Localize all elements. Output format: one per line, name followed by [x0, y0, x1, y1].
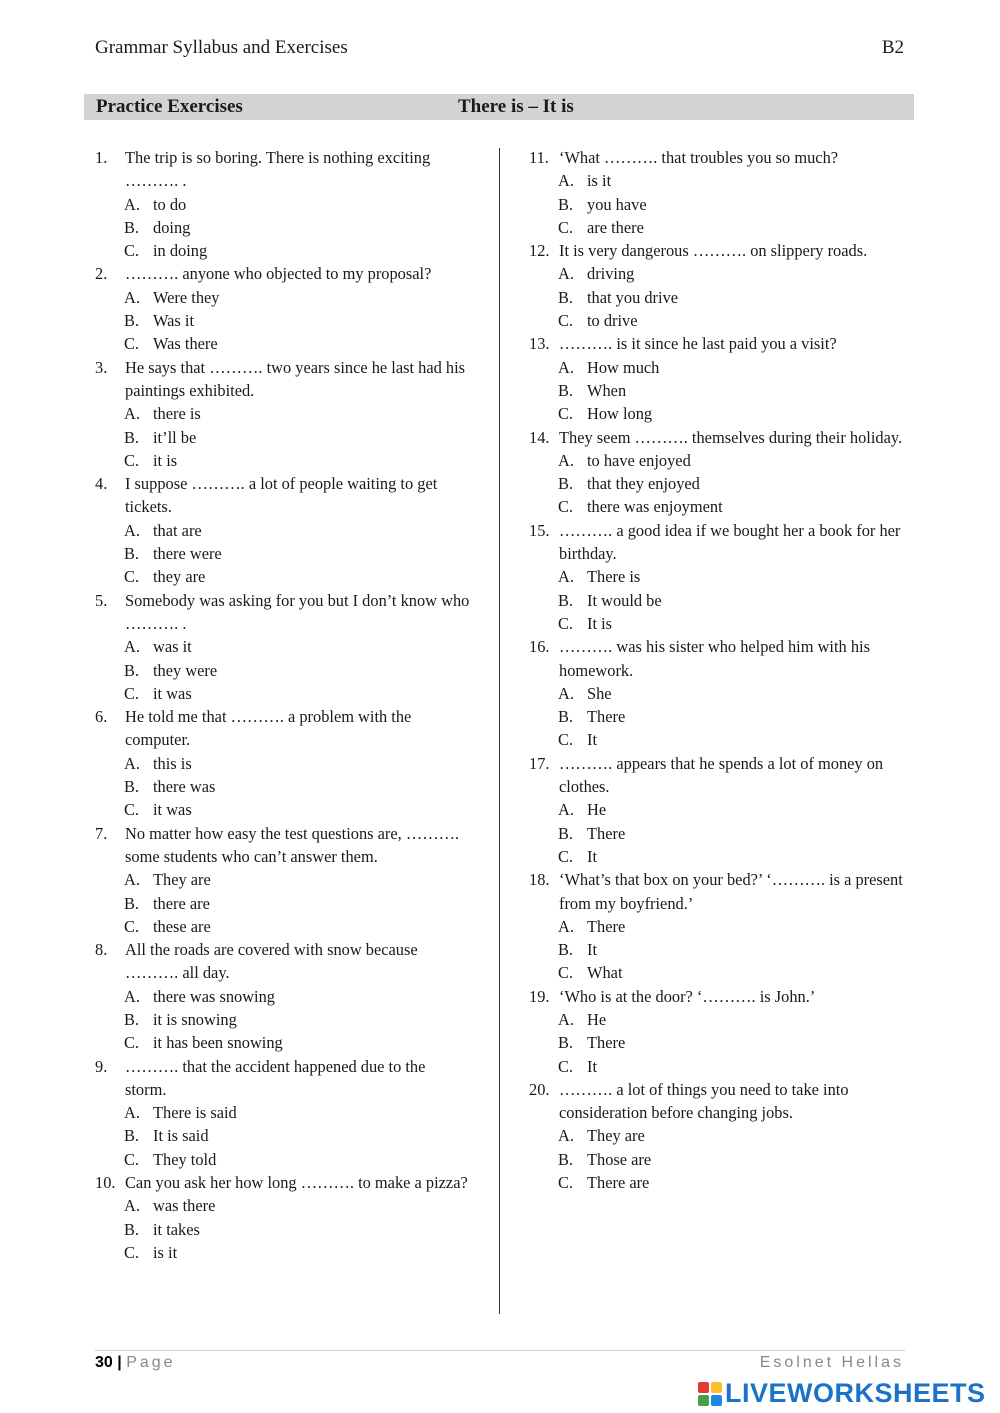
answer-option[interactable] — [529, 402, 909, 425]
option-letter: B. — [558, 474, 574, 494]
answer-option[interactable] — [529, 845, 909, 868]
option-text: There — [587, 707, 626, 727]
option-letter: B. — [124, 311, 140, 331]
option-text: He — [587, 1009, 607, 1029]
question-number: 20. — [529, 1079, 550, 1099]
question-number: 15. — [529, 520, 550, 540]
option-text: There is said — [153, 1103, 237, 1123]
option-text: He — [587, 800, 607, 820]
option-letter: B. — [124, 1126, 140, 1146]
option-text: they were — [153, 660, 218, 680]
page-word: Page — [126, 1354, 176, 1371]
answer-option[interactable] — [95, 519, 470, 542]
option-letter: C. — [124, 1033, 140, 1053]
question-stem: It is very dangerous ………. on slippery roads. — [559, 241, 868, 261]
answer-option[interactable] — [529, 1008, 909, 1031]
option-text: that you drive — [587, 287, 679, 307]
option-text: What — [587, 963, 623, 983]
option-text: to drive — [587, 311, 638, 331]
section-title-bar — [84, 94, 914, 120]
option-letter: B. — [558, 194, 574, 214]
option-text: Was it — [153, 311, 195, 331]
logo-square — [698, 1395, 709, 1406]
answer-option[interactable] — [95, 426, 470, 449]
option-text: They are — [153, 870, 211, 890]
option-letter: C. — [558, 730, 574, 750]
option-text: it takes — [153, 1219, 200, 1239]
level-label: B2 — [881, 37, 904, 58]
option-letter: C. — [124, 800, 140, 820]
option-letter: A. — [558, 357, 574, 377]
option-text: are there — [587, 217, 644, 237]
option-text: there are — [153, 893, 210, 913]
question-stem: ………. that the accident happened due to the storm. — [125, 1056, 426, 1099]
question-number: 2. — [95, 264, 108, 284]
answer-option[interactable] — [95, 1241, 470, 1264]
option-text: they are — [153, 567, 206, 587]
option-letter: A. — [124, 753, 140, 773]
answer-option[interactable] — [529, 1055, 909, 1078]
question-item — [529, 146, 909, 239]
option-letter: B. — [558, 380, 574, 400]
answer-option[interactable] — [95, 332, 470, 355]
option-letter: B. — [124, 660, 140, 680]
option-text: It — [587, 846, 598, 866]
footer-rule — [95, 1350, 905, 1351]
questions-column-right — [529, 146, 909, 1194]
answer-option[interactable] — [529, 1124, 909, 1147]
page-footer — [95, 1354, 904, 1372]
option-text: in doing — [153, 241, 208, 261]
question-stem: ………. is it since he last paid you a visit? — [559, 334, 837, 354]
answer-option[interactable] — [529, 1171, 909, 1194]
question-number: 14. — [529, 427, 550, 447]
liveworksheets-logo-icon — [698, 1382, 722, 1406]
option-letter: C. — [558, 613, 574, 633]
question-item — [95, 472, 470, 588]
option-letter: C. — [124, 1149, 140, 1169]
answer-option[interactable] — [95, 1194, 470, 1217]
question-item — [95, 822, 470, 938]
option-text: There — [587, 1033, 626, 1053]
section-title: Practice Exercises — [96, 96, 243, 117]
option-text: there was snowing — [153, 986, 275, 1006]
question-item — [529, 868, 909, 984]
option-letter: B. — [558, 1149, 574, 1169]
question-item — [95, 356, 470, 472]
option-letter: A. — [558, 1126, 574, 1146]
option-text: it is — [153, 450, 178, 470]
question-stem: ………. a lot of things you need to take into consideration before changing jobs. — [559, 1079, 849, 1123]
option-letter: B. — [558, 707, 574, 727]
question-number: 19. — [529, 986, 550, 1006]
option-letter: B. — [124, 427, 140, 447]
option-letter: B. — [124, 544, 140, 564]
question-item — [529, 426, 909, 519]
answer-option[interactable] — [529, 798, 909, 821]
answer-option[interactable] — [95, 1148, 470, 1171]
option-text: Those are — [587, 1149, 652, 1169]
question-stem: No matter how easy the test questions are, ………. some students who can’t answer them. — [125, 823, 460, 866]
option-text: Was there — [153, 334, 218, 354]
answer-option[interactable] — [529, 589, 909, 612]
running-header — [95, 37, 904, 59]
option-text: It — [587, 1056, 598, 1076]
question-item — [95, 1171, 470, 1264]
option-letter: A. — [558, 683, 574, 703]
question-item — [95, 938, 470, 1054]
option-letter: C. — [558, 404, 574, 424]
option-text: It is said — [153, 1126, 209, 1146]
answer-option[interactable] — [529, 822, 909, 845]
option-letter: B. — [124, 1219, 140, 1239]
option-text: There are — [587, 1173, 650, 1193]
option-letter: A. — [558, 800, 574, 820]
answer-option[interactable] — [95, 286, 470, 309]
answer-option[interactable] — [95, 565, 470, 588]
option-letter: B. — [558, 590, 574, 610]
question-stem: ‘What ………. that troubles you so much? — [559, 148, 839, 167]
question-stem: ………. anyone who objected to my proposal? — [125, 264, 432, 284]
answer-option[interactable] — [529, 1031, 909, 1054]
answer-option[interactable] — [95, 1008, 470, 1031]
question-stem: All the roads are covered with snow because ………. all day. — [125, 940, 418, 983]
option-letter: C. — [124, 334, 140, 354]
answer-option[interactable] — [95, 1101, 470, 1124]
answer-option[interactable] — [529, 262, 909, 285]
question-stem: ‘Who is at the door? ‘………. is John.’ — [559, 986, 816, 1006]
question-stem: ………. appears that he spends a lot of money on clothes. — [559, 753, 884, 797]
question-item — [529, 519, 909, 635]
page-number: 30 — [95, 1354, 113, 1371]
answer-option[interactable] — [529, 915, 909, 938]
option-text: you have — [587, 194, 647, 214]
section-topic: There is – It is — [458, 96, 574, 117]
option-text: it was — [153, 800, 192, 820]
option-text: this is — [153, 753, 192, 773]
option-letter: C. — [124, 241, 140, 261]
option-letter: A. — [558, 1009, 574, 1029]
option-text: these are — [153, 916, 211, 936]
answer-option[interactable] — [529, 705, 909, 728]
answer-option[interactable] — [95, 216, 470, 239]
option-text: It — [587, 730, 598, 750]
option-letter: C. — [558, 217, 574, 237]
answer-option[interactable] — [529, 938, 909, 961]
answer-option[interactable] — [529, 169, 909, 192]
option-text: is it — [587, 171, 612, 191]
option-letter: C. — [124, 450, 140, 470]
liveworksheets-watermark — [698, 1378, 986, 1409]
option-letter: A. — [558, 171, 574, 191]
answer-option[interactable] — [95, 309, 470, 332]
answer-option[interactable] — [95, 449, 470, 472]
watermark-text: LIVEWORKSHEETS — [725, 1378, 986, 1408]
answer-option[interactable] — [529, 612, 909, 635]
option-letter: C. — [558, 311, 574, 331]
option-letter: A. — [558, 264, 574, 284]
option-text: How long — [587, 404, 653, 424]
answer-option[interactable] — [529, 1148, 909, 1171]
option-text: They are — [587, 1126, 645, 1146]
option-text: is it — [153, 1242, 178, 1262]
option-text: there was — [153, 777, 216, 797]
option-text: to have enjoyed — [587, 450, 691, 470]
option-text: It is — [587, 613, 613, 633]
option-letter: A. — [124, 194, 140, 214]
option-text: was it — [153, 637, 192, 657]
question-number: 4. — [95, 474, 108, 494]
option-letter: B. — [558, 287, 574, 307]
option-text: there were — [153, 544, 222, 564]
option-letter: C. — [558, 497, 574, 517]
option-letter: B. — [558, 940, 574, 960]
answer-option[interactable] — [529, 961, 909, 984]
option-letter: C. — [558, 963, 574, 983]
answer-option[interactable] — [95, 798, 470, 821]
answer-option[interactable] — [95, 1031, 470, 1054]
option-letter: A. — [124, 870, 140, 890]
option-text: it was — [153, 683, 192, 703]
option-text: to do — [153, 194, 187, 214]
question-item — [529, 635, 909, 751]
answer-option[interactable] — [529, 379, 909, 402]
logo-square — [698, 1382, 709, 1393]
question-number: 17. — [529, 753, 550, 773]
document-title: Grammar Syllabus and Exercises — [95, 37, 348, 58]
answer-option[interactable] — [529, 286, 909, 309]
question-number: 12. — [529, 241, 550, 261]
option-letter: B. — [124, 217, 140, 237]
option-letter: A. — [124, 637, 140, 657]
option-text: that they enjoyed — [587, 474, 700, 494]
option-text: She — [587, 683, 612, 703]
publisher-name: Esolnet Hellas — [759, 1354, 904, 1371]
question-item — [95, 589, 470, 705]
question-number: 11. — [529, 148, 549, 167]
option-text: Were they — [153, 287, 220, 307]
answer-option[interactable] — [529, 495, 909, 518]
option-letter: A. — [558, 450, 574, 470]
question-number: 10. — [95, 1173, 116, 1193]
question-stem: He says that ………. two years since he last had his paintings exhibited. — [125, 357, 466, 400]
answer-option[interactable] — [529, 472, 909, 495]
answer-option[interactable] — [95, 239, 470, 262]
answer-option[interactable] — [529, 565, 909, 588]
option-text: it has been snowing — [153, 1033, 283, 1053]
answer-option[interactable] — [95, 892, 470, 915]
option-text: was there — [153, 1196, 216, 1216]
answer-option[interactable] — [529, 309, 909, 332]
question-number: 16. — [529, 637, 550, 657]
option-letter: C. — [558, 846, 574, 866]
question-number: 18. — [529, 870, 550, 890]
question-item — [95, 705, 470, 821]
answer-option[interactable] — [529, 449, 909, 472]
option-letter: A. — [124, 1196, 140, 1216]
option-text: It would be — [587, 590, 662, 610]
option-letter: A. — [558, 567, 574, 587]
question-item — [529, 752, 909, 868]
question-number: 1. — [95, 148, 108, 167]
question-stem: He told me that ………. a problem with the computer. — [125, 707, 412, 750]
option-letter: B. — [124, 893, 140, 913]
option-text: driving — [587, 264, 635, 284]
option-text: There is — [587, 567, 641, 587]
option-letter: A. — [124, 520, 140, 540]
option-text: They told — [153, 1149, 217, 1169]
option-text: that are — [153, 520, 202, 540]
question-item — [95, 146, 470, 262]
answer-option[interactable] — [95, 542, 470, 565]
question-stem: ‘What’s that box on your bed?’ ‘………. is a present from my boyfriend.’ — [559, 870, 903, 913]
column-divider — [499, 148, 500, 1314]
question-number: 9. — [95, 1056, 108, 1076]
answer-option[interactable] — [95, 752, 470, 775]
answer-option[interactable] — [529, 216, 909, 239]
option-letter: C. — [558, 1173, 574, 1193]
option-letter: B. — [124, 777, 140, 797]
option-text: There — [587, 823, 626, 843]
option-letter: C. — [124, 683, 140, 703]
logo-square — [711, 1395, 722, 1406]
option-letter: C. — [124, 567, 140, 587]
question-item — [529, 1078, 909, 1194]
answer-option[interactable] — [95, 985, 470, 1008]
option-letter: B. — [558, 823, 574, 843]
answer-option[interactable] — [95, 682, 470, 705]
question-stem: ………. a good idea if we bought her a book for her birthday. — [559, 520, 901, 564]
question-number: 6. — [95, 707, 108, 727]
answer-option[interactable] — [95, 915, 470, 938]
option-letter: C. — [124, 916, 140, 936]
option-letter: A. — [558, 916, 574, 936]
page-separator: | — [117, 1354, 122, 1371]
answer-option[interactable] — [529, 193, 909, 216]
option-letter: C. — [558, 1056, 574, 1076]
option-text: it is snowing — [153, 1009, 237, 1029]
question-stem: They seem ………. themselves during their holiday. — [559, 427, 903, 447]
question-stem: ………. was his sister who helped him with his homework. — [559, 637, 870, 680]
option-text: How much — [587, 357, 660, 377]
question-number: 13. — [529, 334, 550, 354]
question-number: 7. — [95, 823, 108, 843]
option-text: there was enjoyment — [587, 497, 723, 517]
option-text: there is — [153, 404, 201, 424]
option-letter: A. — [124, 404, 140, 424]
option-text: There — [587, 916, 626, 936]
question-item — [529, 332, 909, 425]
answer-option[interactable] — [529, 356, 909, 379]
questions-column-left — [95, 146, 470, 1264]
question-number: 5. — [95, 590, 108, 610]
option-letter: A. — [124, 287, 140, 307]
answer-option[interactable] — [95, 659, 470, 682]
option-letter: A. — [124, 986, 140, 1006]
answer-option[interactable] — [529, 728, 909, 751]
question-item — [95, 1055, 470, 1171]
logo-square — [711, 1382, 722, 1393]
option-text: It — [587, 940, 598, 960]
answer-option[interactable] — [95, 193, 470, 216]
option-letter: B. — [558, 1033, 574, 1053]
answer-option[interactable] — [95, 635, 470, 658]
option-letter: A. — [124, 1103, 140, 1123]
answer-option[interactable] — [95, 775, 470, 798]
question-stem: Can you ask her how long ………. to make a pizza? — [125, 1173, 468, 1193]
answer-option[interactable] — [95, 1124, 470, 1147]
question-item — [529, 985, 909, 1078]
option-letter: C. — [124, 1242, 140, 1262]
question-stem: The trip is so boring. There is nothing exciting ………. . — [125, 148, 431, 191]
option-text: doing — [153, 217, 191, 237]
question-number: 8. — [95, 940, 108, 960]
answer-option[interactable] — [95, 402, 470, 425]
option-text: it’ll be — [153, 427, 197, 447]
answer-option[interactable] — [95, 1218, 470, 1241]
option-text: When — [587, 380, 627, 400]
question-number: 3. — [95, 357, 108, 377]
question-stem: Somebody was asking for you but I don’t know who ………. . — [125, 590, 470, 633]
question-stem: I suppose ………. a lot of people waiting to get tickets. — [125, 474, 438, 517]
question-item — [529, 239, 909, 332]
question-item — [95, 262, 470, 355]
answer-option[interactable] — [95, 868, 470, 891]
option-letter: B. — [124, 1009, 140, 1029]
answer-option[interactable] — [529, 682, 909, 705]
page-indicator — [95, 1354, 176, 1372]
